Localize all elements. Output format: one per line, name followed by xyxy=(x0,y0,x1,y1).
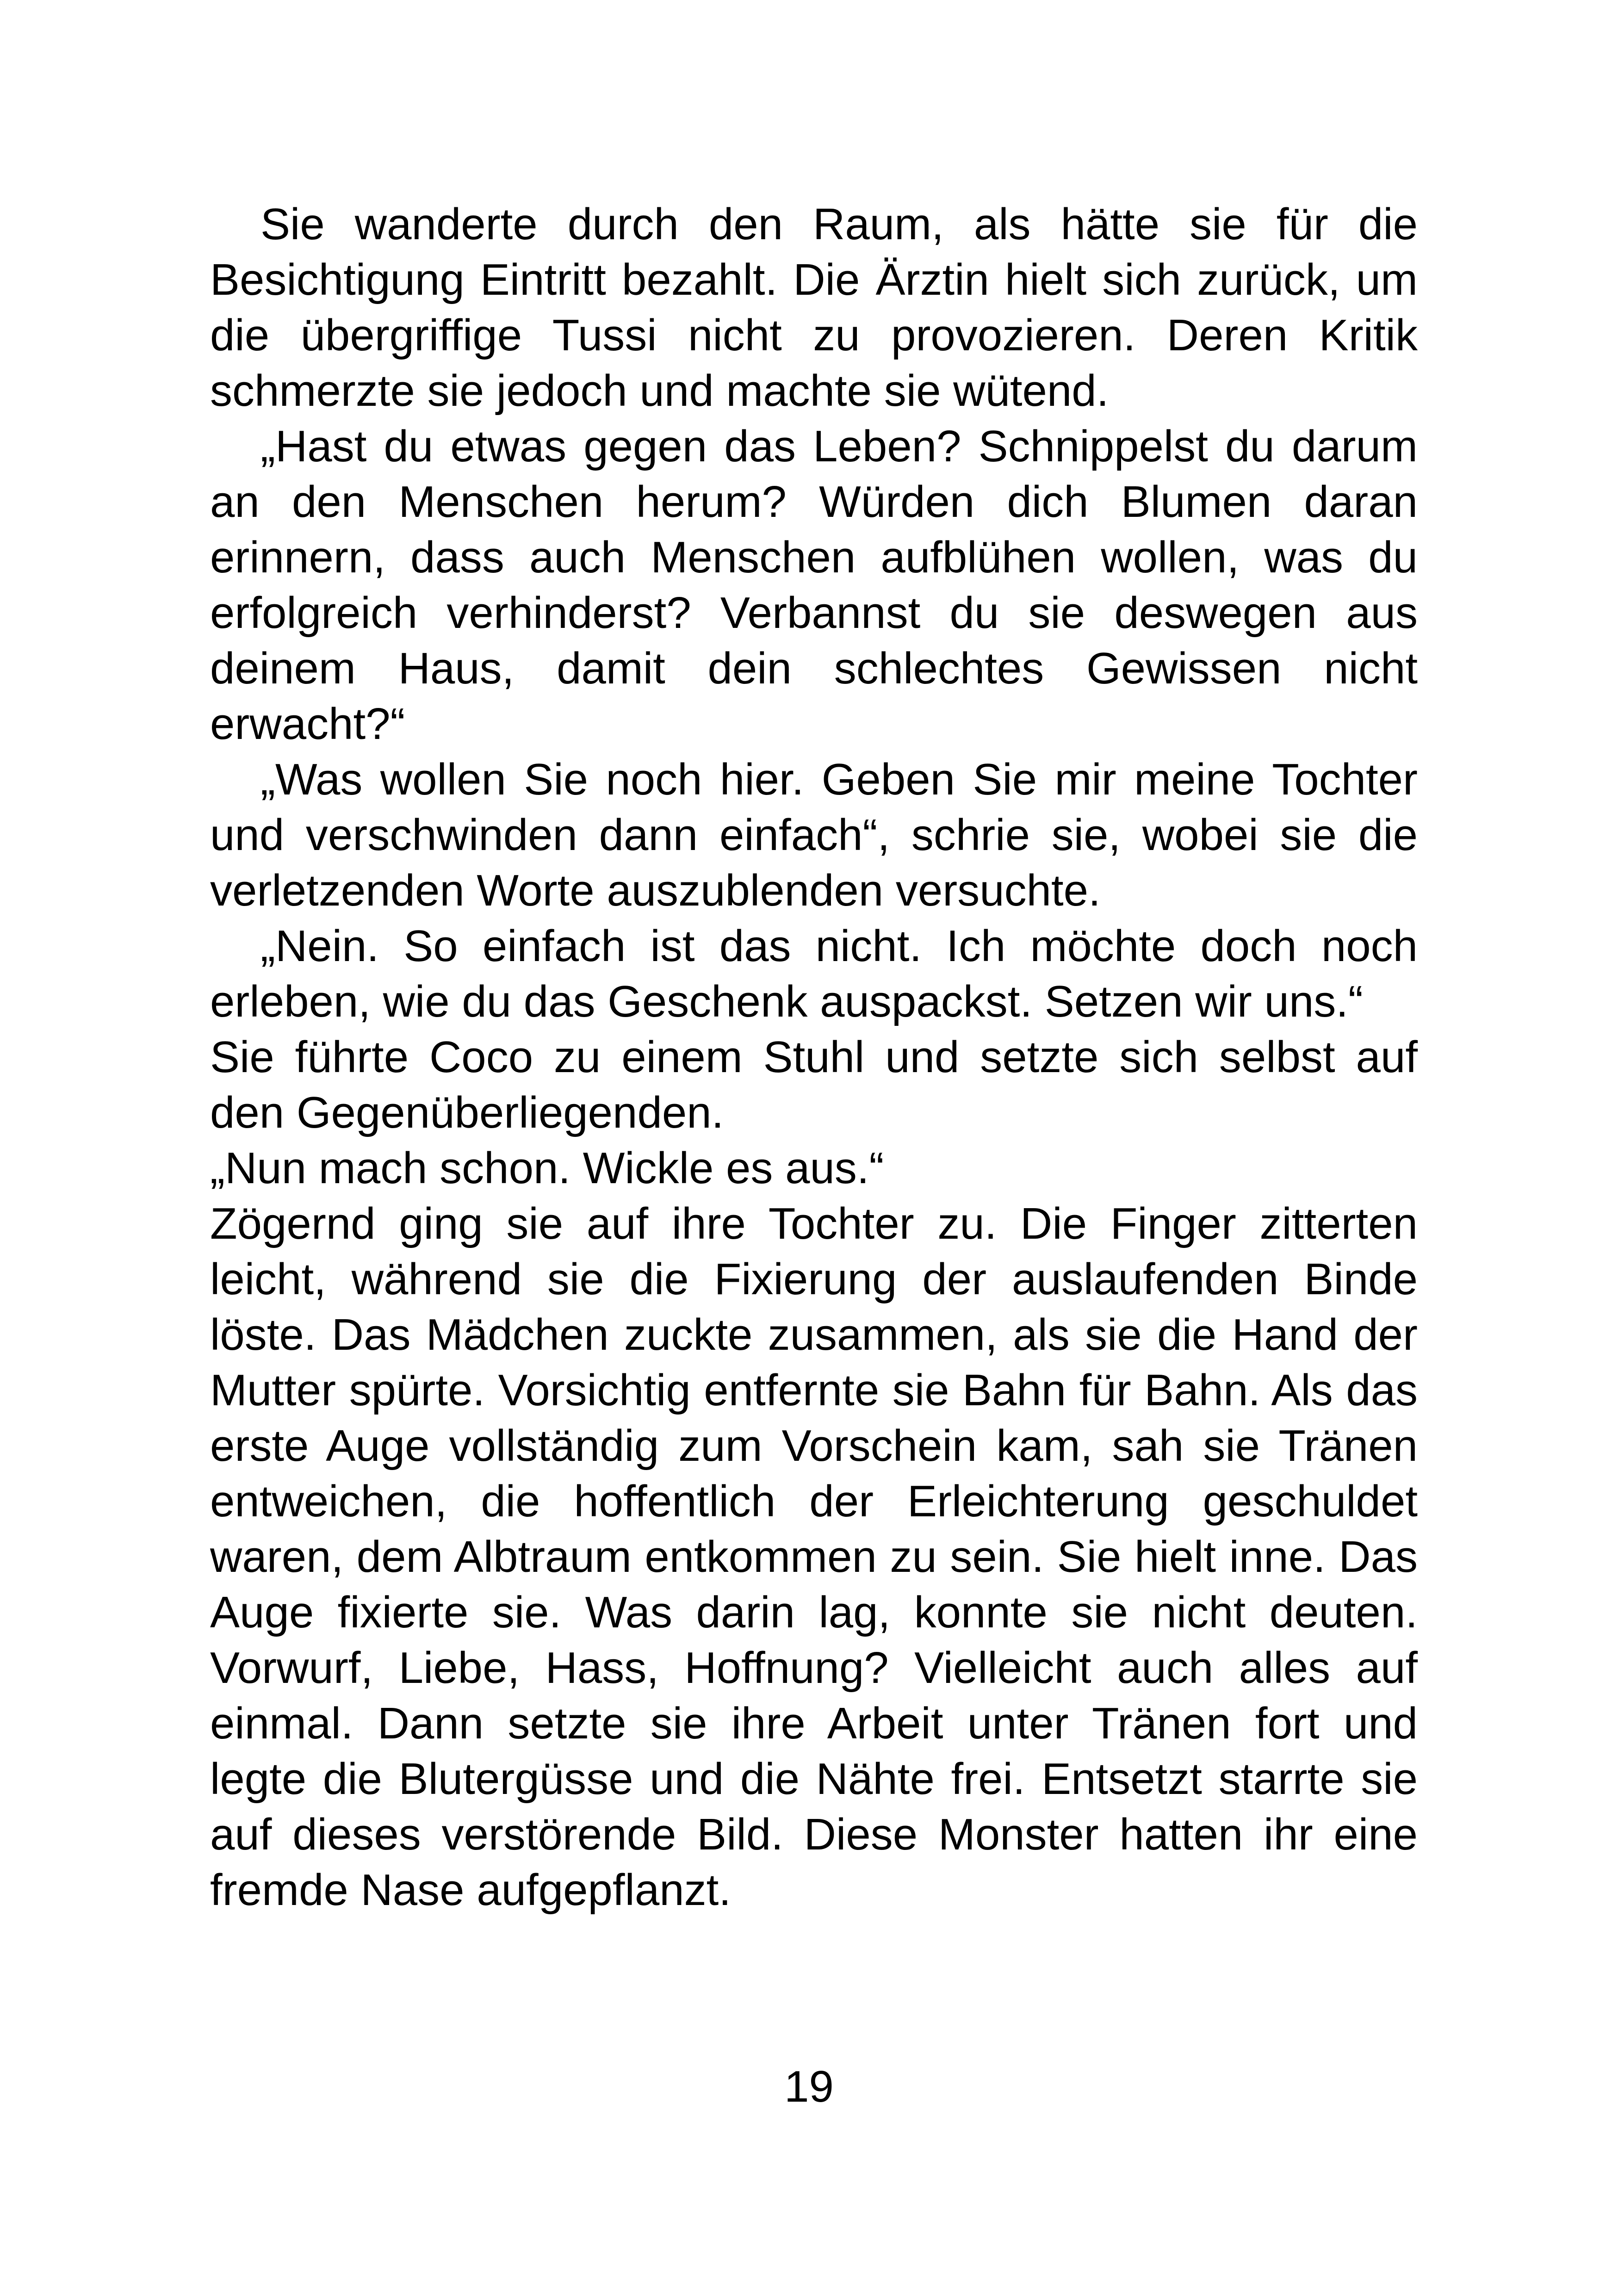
body-text xyxy=(210,197,1418,1918)
paragraph: Zögernd ging sie auf ihre Tochter zu. Die Finger zitterten leicht, während sie die Fixierung der auslaufenden Binde löste. Das Mädchen zuckte zusammen, als sie die Hand der Mutter spürte. Vorsichtig entfernte sie Bahn für Bahn. Als das erste Auge vollständig zum Vorschein kam, sah sie Tränen entweichen, die hoffentlich der Erleichterung geschuldet waren, dem Albtraum entkommen zu sein. Sie hielt inne. Das Auge fixierte sie. Was darin lag, konnte sie nicht deuten. Vorwurf, Liebe, Hass, Hoffnung? Vielleicht auch alles auf einmal. Dann setzte sie ihre Arbeit unter Tränen fort und legte die Blutergüsse und die Nähte frei. Entsetzt starrte sie auf dieses verstörende Bild. Diese Monster hatten ihr eine fremde Nase aufgepflanzt. xyxy=(210,1199,1418,1915)
paragraph: Sie führte Coco zu einem Stuhl und setzte sich selbst auf den Gegenüberliegenden. xyxy=(210,1032,1418,1137)
paragraph: Sie wanderte durch den Raum, als hätte sie für die Besichtigung Eintritt bezahlt. Die Ärztin hielt sich zurück, um die übergriffige Tussi nicht zu provozieren. Deren Kritik schmerzte sie jedoch und machte sie wütend. xyxy=(210,199,1418,416)
paragraph: „Nun mach schon. Wickle es aus.“ xyxy=(210,1143,884,1193)
paragraph: „Nein. So einfach ist das nicht. Ich möchte doch noch erleben, wie du das Geschenk auspackst. Setzen wir uns.“ xyxy=(210,921,1418,1026)
page-number: 19 xyxy=(784,2062,834,2111)
paragraph: „Hast du etwas gegen das Leben? Schnippelst du darum an den Menschen herum? Würden dich Blumen daran erinnern, dass auch Menschen aufblühen wollen, was du erfolgreich verhinderst? Verbannst du sie deswegen aus deinem Haus, damit dein schlechtes Gewissen nicht erwacht?“ xyxy=(210,422,1418,749)
paragraph: „Was wollen Sie noch hier. Geben Sie mir meine Tochter und verschwinden dann einfach“, schrie sie, wobei sie die verletzenden Worte auszublenden versuchte. xyxy=(210,755,1418,915)
